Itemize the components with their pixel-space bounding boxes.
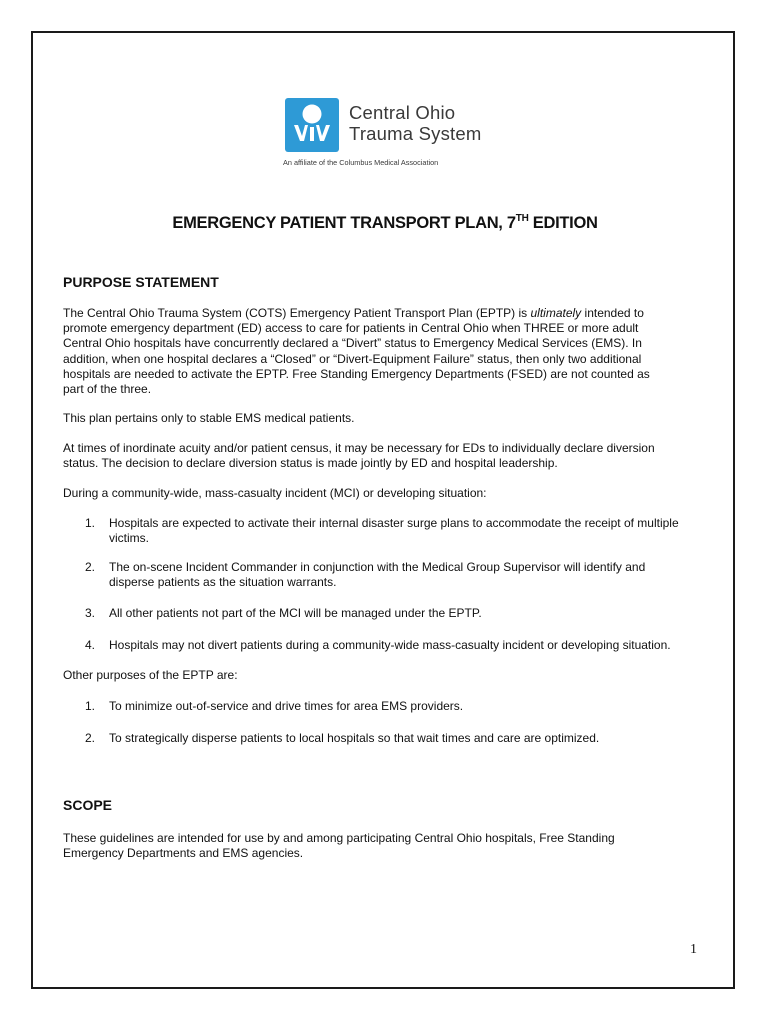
para1-emphasis: ultimately: [530, 306, 582, 320]
page-number: 1: [690, 942, 697, 957]
list-text-line1: Hospitals are expected to activate their internal disaster surge plans to accommodate the receipt of multiple: [109, 516, 679, 530]
title-suffix: EDITION: [528, 214, 598, 232]
list-number: 2.: [85, 560, 96, 574]
list-text-line1: The on-scene Incident Commander in conjunction with the Medical Group Supervisor will identify and: [109, 560, 646, 574]
title-prefix: EMERGENCY PATIENT TRANSPORT PLAN, 7: [172, 214, 516, 232]
list-text: [109, 699, 463, 714]
para1-line1-pre: The Central Ohio Trauma System (COTS) Emergency Patient Transport Plan (EPTP) is: [63, 306, 531, 320]
purpose-heading: PURPOSE STATEMENT: [63, 274, 219, 290]
list-text: [109, 560, 645, 590]
para1-line4: addition, when one hospital declares a “Closed” or “Divert-Equipment Failure” status, then only two additional: [63, 351, 642, 366]
para1-line3: Central Ohio hospitals have concurrently declared a “Divert” status to Emergency Medical Services (EMS). In: [63, 336, 642, 351]
cots-logo-icon: [285, 98, 339, 152]
other-purposes-intro: Other purposes of the EPTP are:: [63, 668, 238, 682]
list-text-line1: To strategically disperse patients to local hospitals so that wait times and care are optimized.: [109, 731, 600, 745]
list-text: [109, 731, 599, 746]
mci-intro: During a community-wide, mass-casualty incident (MCI) or developing situation:: [63, 486, 487, 500]
list-text-line1: All other patients not part of the MCI will be managed under the EPTP.: [109, 606, 482, 620]
list-text-line2: victims.: [109, 531, 149, 546]
list-text-line1: Hospitals may not divert patients during a community-wide mass-casualty incident or developing situation.: [109, 638, 671, 652]
scope-line2: Emergency Departments and EMS agencies.: [63, 846, 304, 861]
list-text: [109, 606, 482, 621]
title-superscript: TH: [515, 213, 529, 224]
list-number: 1.: [85, 516, 96, 530]
logo-name-line1: Central Ohio: [349, 102, 456, 123]
para1-line1: [63, 306, 713, 321]
para1-line1-post: intended to: [581, 306, 644, 320]
purpose-paragraph-1: [63, 306, 713, 397]
list-text: [109, 516, 679, 546]
scope-paragraph: [63, 831, 713, 861]
logo-name-line2: Trauma System: [349, 123, 482, 144]
logo-tagline: An affiliate of the Columbus Medical Association: [283, 158, 439, 167]
cots-logo: [283, 98, 513, 174]
purpose-paragraph-3: [63, 441, 713, 471]
list-number: 4.: [85, 638, 96, 652]
list-number: 2.: [85, 731, 96, 745]
para3-line2: status. The decision to declare diversion status is made jointly by ED and hospital leadership.: [63, 456, 558, 471]
list-number: 3.: [85, 606, 96, 620]
para3-line1: At times of inordinate acuity and/or patient census, it may be necessary for EDs to individually declare diversion: [63, 441, 655, 455]
scope-line1: These guidelines are intended for use by and among participating Central Ohio hospitals, Free Standing: [63, 831, 615, 845]
para1-line6: part of the three.: [63, 382, 152, 397]
list-number: 1.: [85, 699, 96, 713]
list-text-line1: To minimize out-of-service and drive times for area EMS providers.: [109, 699, 464, 713]
scope-heading: SCOPE: [63, 797, 113, 813]
para1-line2: promote emergency department (ED) access to care for patients in Central Ohio when THREE or more adult: [63, 321, 639, 336]
purpose-paragraph-2: This plan pertains only to stable EMS medical patients.: [63, 411, 355, 425]
document-title: [0, 214, 770, 233]
list-text: [109, 638, 671, 653]
logo-name: [349, 102, 481, 144]
para1-line5: hospitals are needed to activate the EPTP. Free Standing Emergency Departments (FSED) are not counted as: [63, 366, 650, 381]
list-text-line2: disperse patients as the situation warrants.: [109, 575, 337, 590]
